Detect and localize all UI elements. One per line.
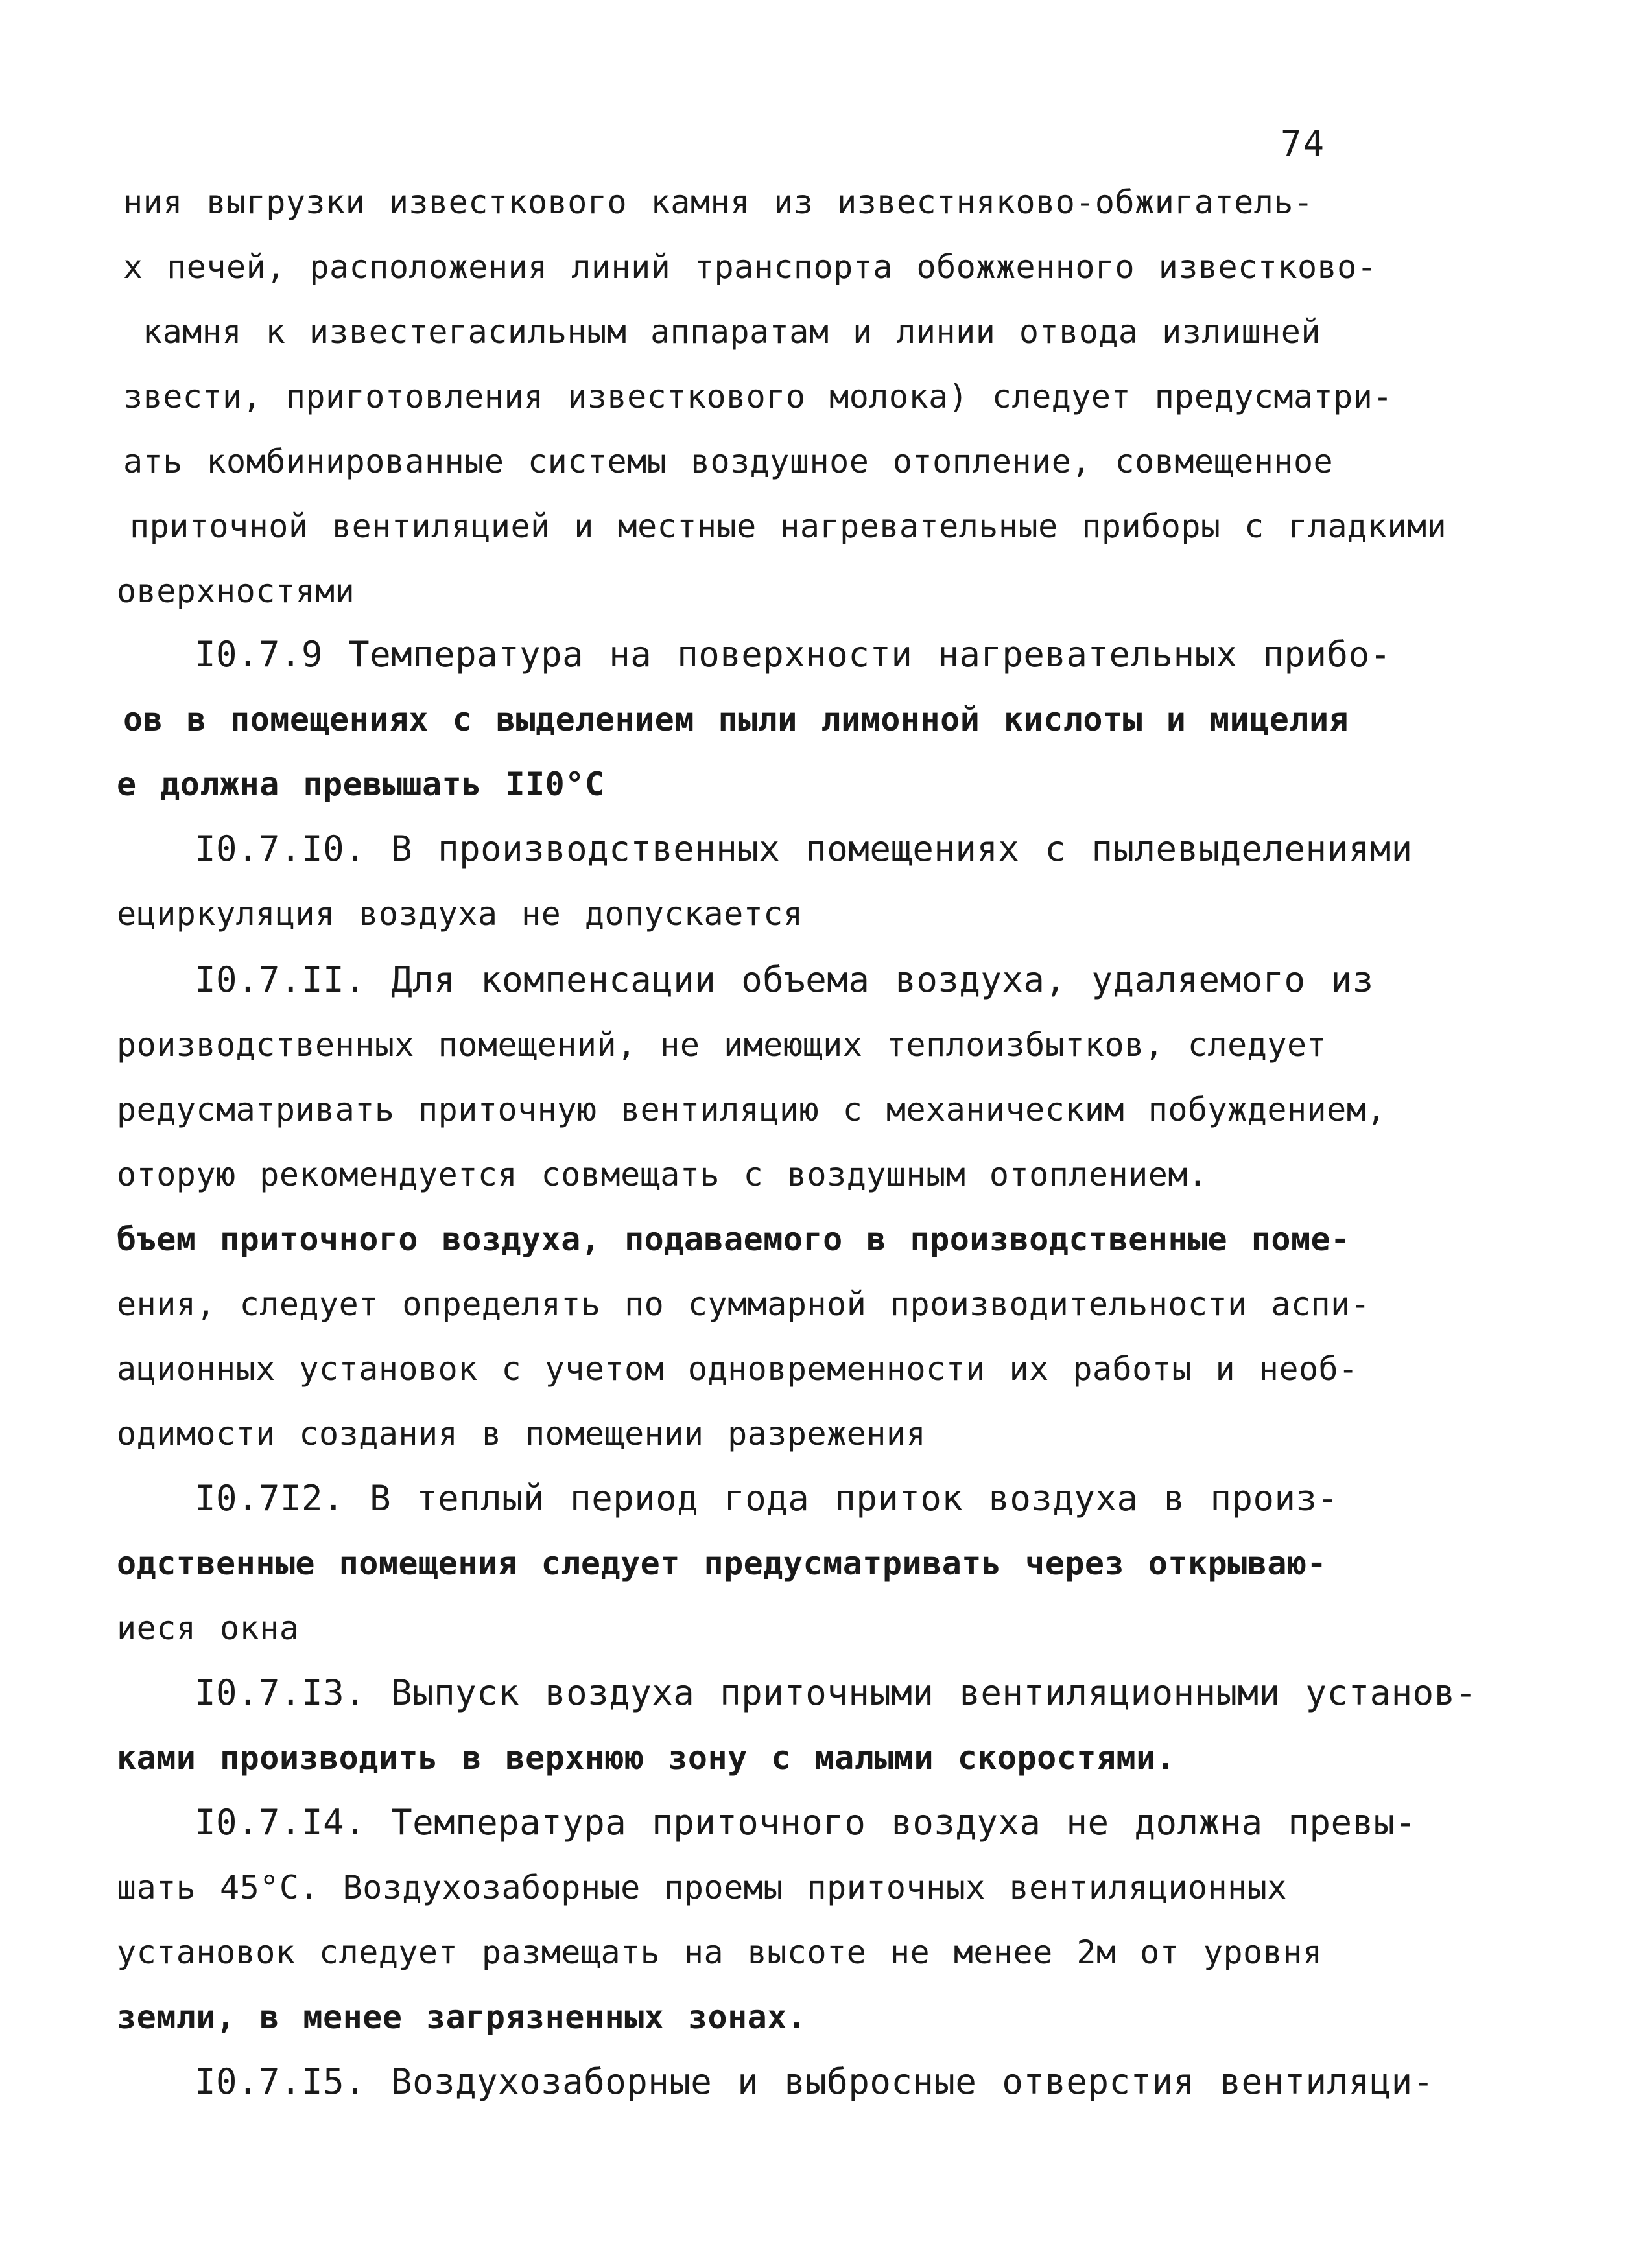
text-line: х печей, расположения линий транспорта обожженного известково- bbox=[123, 248, 1377, 286]
text-line: е должна превышать II0°С bbox=[117, 766, 605, 803]
text-line: роизводственных помещений, не имеющих теплоизбытков, следует bbox=[117, 1026, 1327, 1064]
text-line: ационных установок с учетом одновременности их работы и необ- bbox=[117, 1350, 1358, 1388]
text-line: камня к известегасильным аппаратам и линии отвода излишней bbox=[143, 313, 1321, 351]
text-line: оверхностями bbox=[117, 572, 355, 610]
text-line: иеся окна bbox=[117, 1609, 300, 1647]
text-line: ения, следует определять по суммарной производительности аспи- bbox=[117, 1285, 1371, 1323]
text-line: установок следует размещать на высоте не менее 2м от уровня bbox=[117, 1934, 1323, 1971]
text-line: бъем приточного воздуха, подаваемого в производственные поме- bbox=[117, 1221, 1351, 1258]
text-line: ками производить в верхнюю зону с малыми скоростями. bbox=[117, 1739, 1176, 1777]
text-line: земли, в менее загрязненных зонах. bbox=[117, 1998, 807, 2036]
text-line: оторую рекомендуется совмещать с воздушным отоплением. bbox=[117, 1156, 1208, 1193]
text-line: ециркуляция воздуха не допускается bbox=[117, 895, 803, 933]
clause-10-7-14-line: I0.7.I4. Температура приточного воздуха не должна превы- bbox=[195, 1802, 1417, 1843]
page-number: 74 bbox=[1281, 123, 1326, 164]
text-line: ния выгрузки известкового камня из известняково-обжигатель- bbox=[123, 183, 1314, 221]
text-line: приточной вентиляцией и местные нагревательные приборы с гладкими bbox=[130, 508, 1447, 545]
text-line: звести, приготовления известкового молока) следует предусматри- bbox=[123, 378, 1393, 415]
clause-10-7-15-line: I0.7.I5. Воздухозаборные и выбросные отверстия вентиляци- bbox=[195, 2061, 1434, 2102]
clause-10-7-11-line: I0.7.II. Для компенсации объема воздуха, удаляемого из bbox=[195, 959, 1374, 1000]
clause-10-7-12-line: I0.7I2. В теплый период года приток воздуха в произ- bbox=[195, 1478, 1339, 1519]
text-line: ов в помещениях с выделением пыли лимонной кислоты и мицелия bbox=[123, 701, 1349, 738]
text-line: одимости создания в помещении разрежения bbox=[117, 1415, 927, 1453]
clause-10-7-9-line: I0.7.9 Температура на поверхности нагревательных прибо- bbox=[195, 634, 1391, 675]
text-line: редусматривать приточную вентиляцию с механическим побуждением, bbox=[117, 1091, 1386, 1128]
text-line: шать 45°С. Воздухозаборные проемы приточных вентиляционных bbox=[117, 1869, 1287, 1906]
clause-10-7-10-line: I0.7.I0. В производственных помещениях с пылевыделениями bbox=[195, 828, 1413, 869]
text-line: одственные помещения следует предусматривать через открываю- bbox=[117, 1545, 1327, 1582]
text-line: ать комбинированные системы воздушное отопление, совмещенное bbox=[123, 443, 1334, 480]
clause-10-7-13-line: I0.7.I3. Выпуск воздуха приточными вентиляционными установ- bbox=[195, 1672, 1477, 1713]
